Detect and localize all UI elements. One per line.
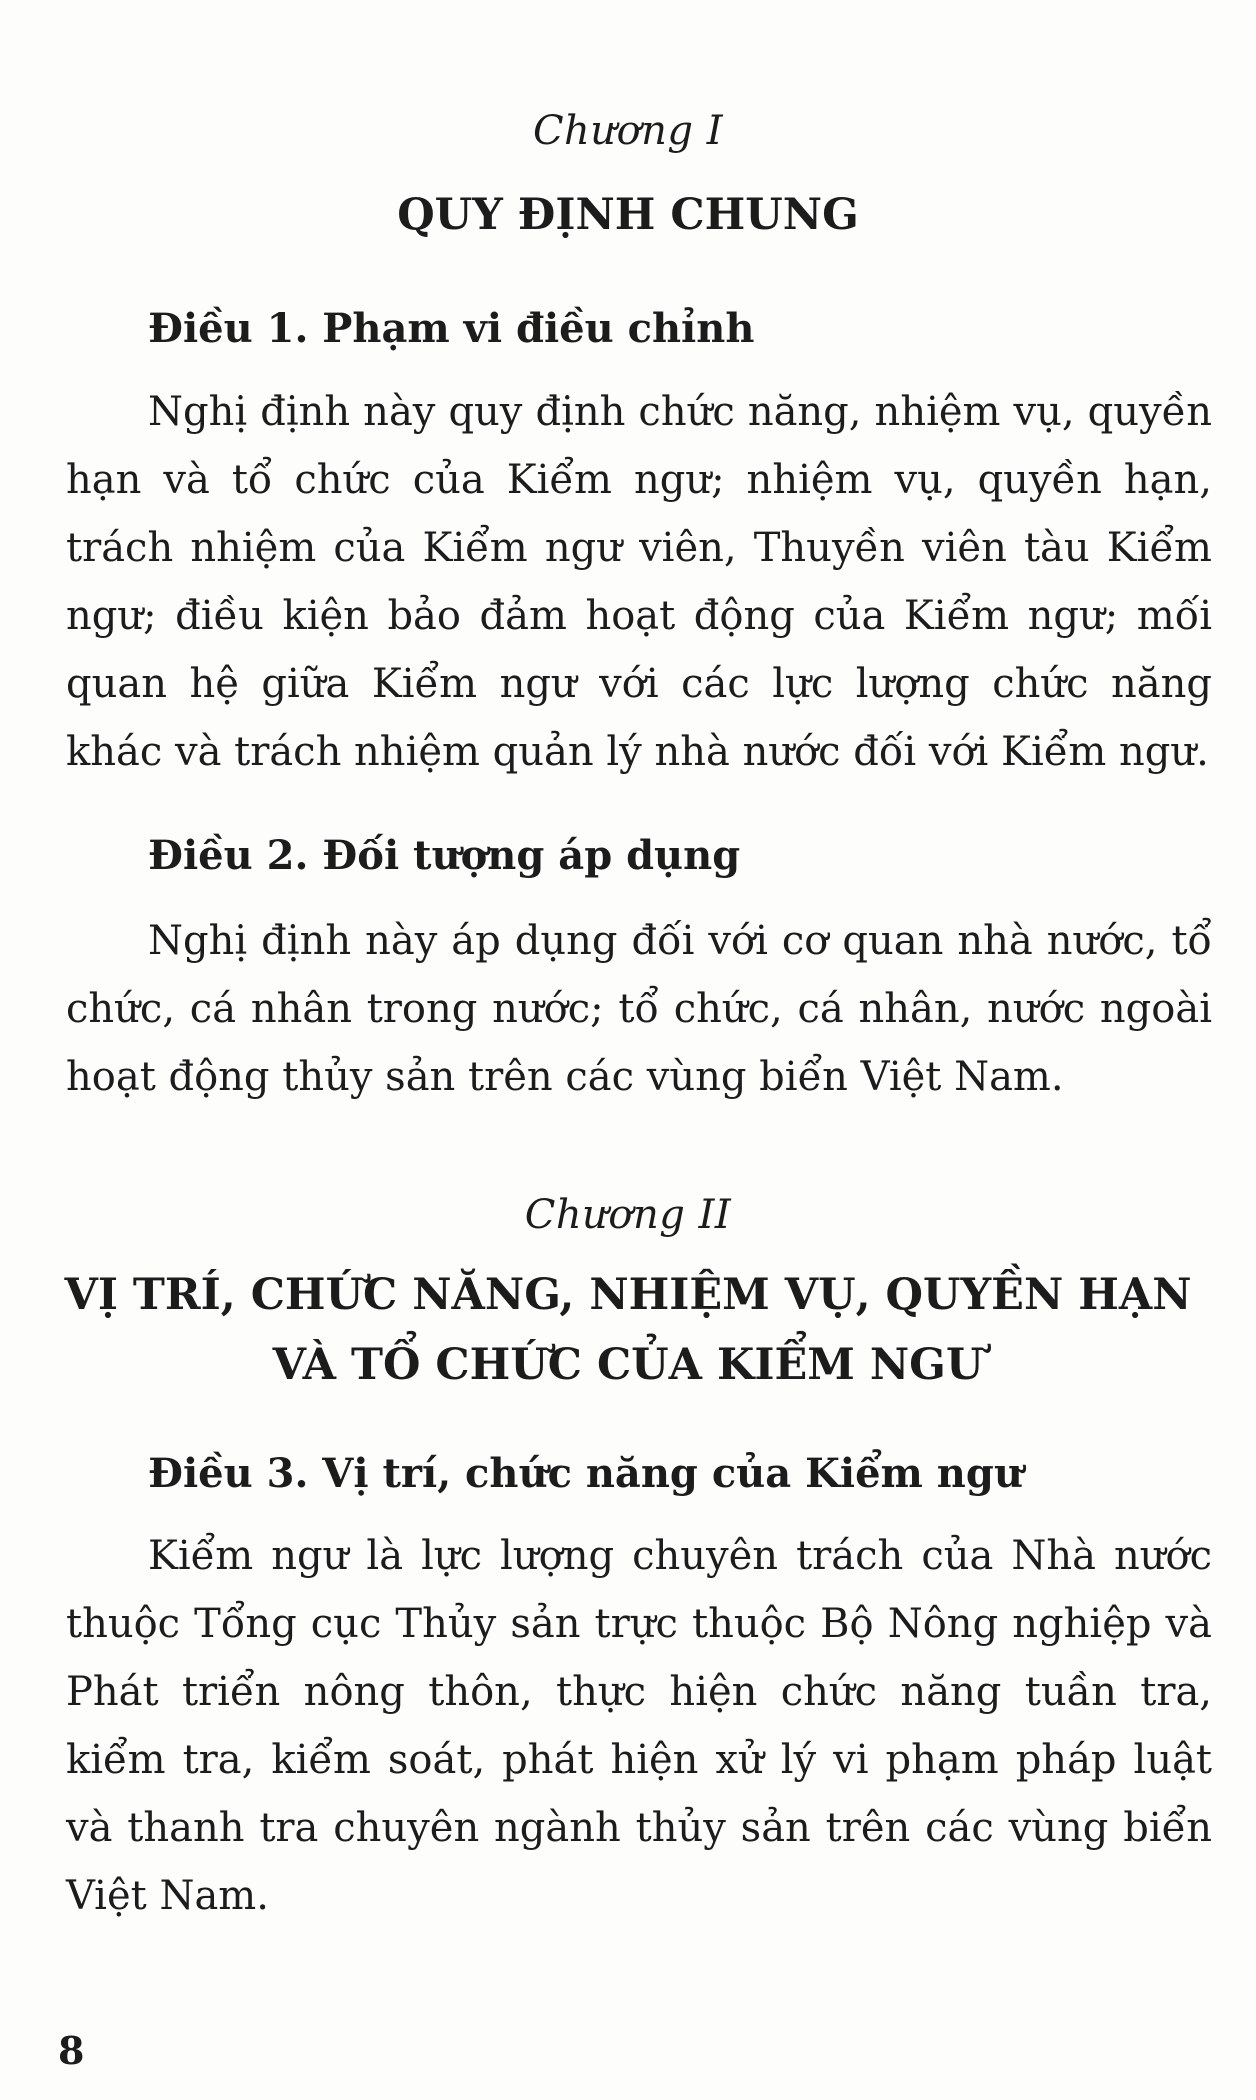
chapter-2-title-line-2: VÀ TỔ CHỨC CỦA KIỂM NGƯ xyxy=(272,1340,984,1390)
chapter-1-label: Chương I xyxy=(532,108,724,154)
article-1-heading: Điều 1. Phạm vi điều chỉnh xyxy=(148,305,755,352)
article-2-heading: Điều 2. Đối tượng áp dụng xyxy=(148,832,741,879)
article-1-text: Nghị định này quy định chức năng, nhiệm vụ, quyền hạn và tổ chức của Kiểm ngư; nhiệm vụ, quyền hạn, trách nhiệm của Kiểm ngư viên, Thuyền viên tàu Kiểm ngư; điều kiện bảo đảm hoạt động của Kiểm ngư; mối quan hệ giữa Kiểm ngư với các lực lượng chức năng khác và trách nhiệm quản lý nhà nước đối với Kiểm ngư. xyxy=(66,389,1212,775)
chapter-2-title xyxy=(60,1260,1196,1400)
chapter-2-title-line-1: VỊ TRÍ, CHỨC NĂNG, NHIỆM VỤ, QUYỀN HẠN xyxy=(64,1270,1192,1320)
chapter-2-label: Chương II xyxy=(524,1192,732,1238)
article-3-heading: Điều 3. Vị trí, chức năng của Kiểm ngư xyxy=(148,1450,1023,1497)
article-2-text: Nghị định này áp dụng đối với cơ quan nhà nước, tổ chức, cá nhân trong nước; tổ chức, cá nhân, nước ngoài hoạt động thủy sản trên các vùng biển Việt Nam. xyxy=(66,918,1212,1100)
chapter-1-title: QUY ĐỊNH CHUNG xyxy=(397,190,859,240)
article-3-text: Kiểm ngư là lực lượng chuyên trách của Nhà nước thuộc Tổng cục Thủy sản trực thuộc Bộ Nông nghiệp và Phát triển nông thôn, thực hiện chức năng tuần tra, kiểm tra, kiểm soát, phát hiện xử lý vi phạm pháp luật và thanh tra chuyên ngành thủy sản trên các vùng biển Việt Nam. xyxy=(66,1533,1212,1919)
page-number: 8 xyxy=(58,2028,85,2073)
